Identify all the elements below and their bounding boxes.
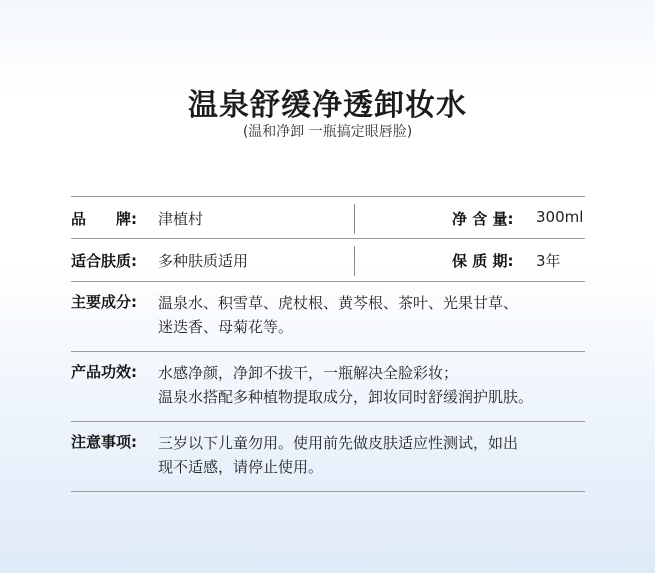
product-subtitle: (温和净卸 一瓶搞定眼唇脸) <box>242 124 413 140</box>
table-row-notes <box>71 422 585 492</box>
table-row-brand-volume <box>71 196 585 239</box>
effects-line: 温泉水搭配多种植物提取成分，卸妆同时舒缓润护肌肤。 <box>158 388 534 406</box>
brand-label: 品 牌: <box>71 210 137 228</box>
skin-value: 多种肤质适用 <box>158 252 249 270</box>
notes-line: 现不适感，请停止使用。 <box>158 458 324 476</box>
shelf-value: 3年 <box>536 252 561 270</box>
ingredients-line: 温泉水、积雪草、虎杖根、黄芩根、茶叶、光果甘草、 <box>158 294 519 312</box>
ingredients-value <box>158 291 585 339</box>
shelf-label: 保 质 期: <box>452 252 514 270</box>
notes-line: 三岁以下儿童勿用。使用前先做皮肤适应性测试，如出 <box>158 434 519 452</box>
effects-line: 水感净颜，净卸不拔干，一瓶解决全脸彩妆； <box>158 364 459 382</box>
effects-value <box>158 361 585 409</box>
notes-label: 注意事项: <box>71 433 137 451</box>
notes-value <box>158 431 585 479</box>
product-title: 温泉舒缓净透卸妆水 <box>188 88 467 123</box>
volume-value: 300ml <box>536 208 584 226</box>
ingredients-label: 主要成分: <box>71 293 137 311</box>
table-row-ingredients <box>71 282 585 352</box>
table-row-skin-shelf <box>71 239 585 282</box>
spec-table <box>71 196 585 492</box>
column-divider <box>354 204 355 234</box>
effects-label: 产品功效: <box>71 363 137 381</box>
column-divider <box>354 246 355 276</box>
skin-label: 适合肤质: <box>71 252 137 270</box>
table-row-effects <box>71 352 585 422</box>
brand-value: 津植村 <box>158 210 204 228</box>
ingredients-line: 迷迭香、母菊花等。 <box>158 318 294 336</box>
volume-label: 净 含 量: <box>452 210 514 228</box>
